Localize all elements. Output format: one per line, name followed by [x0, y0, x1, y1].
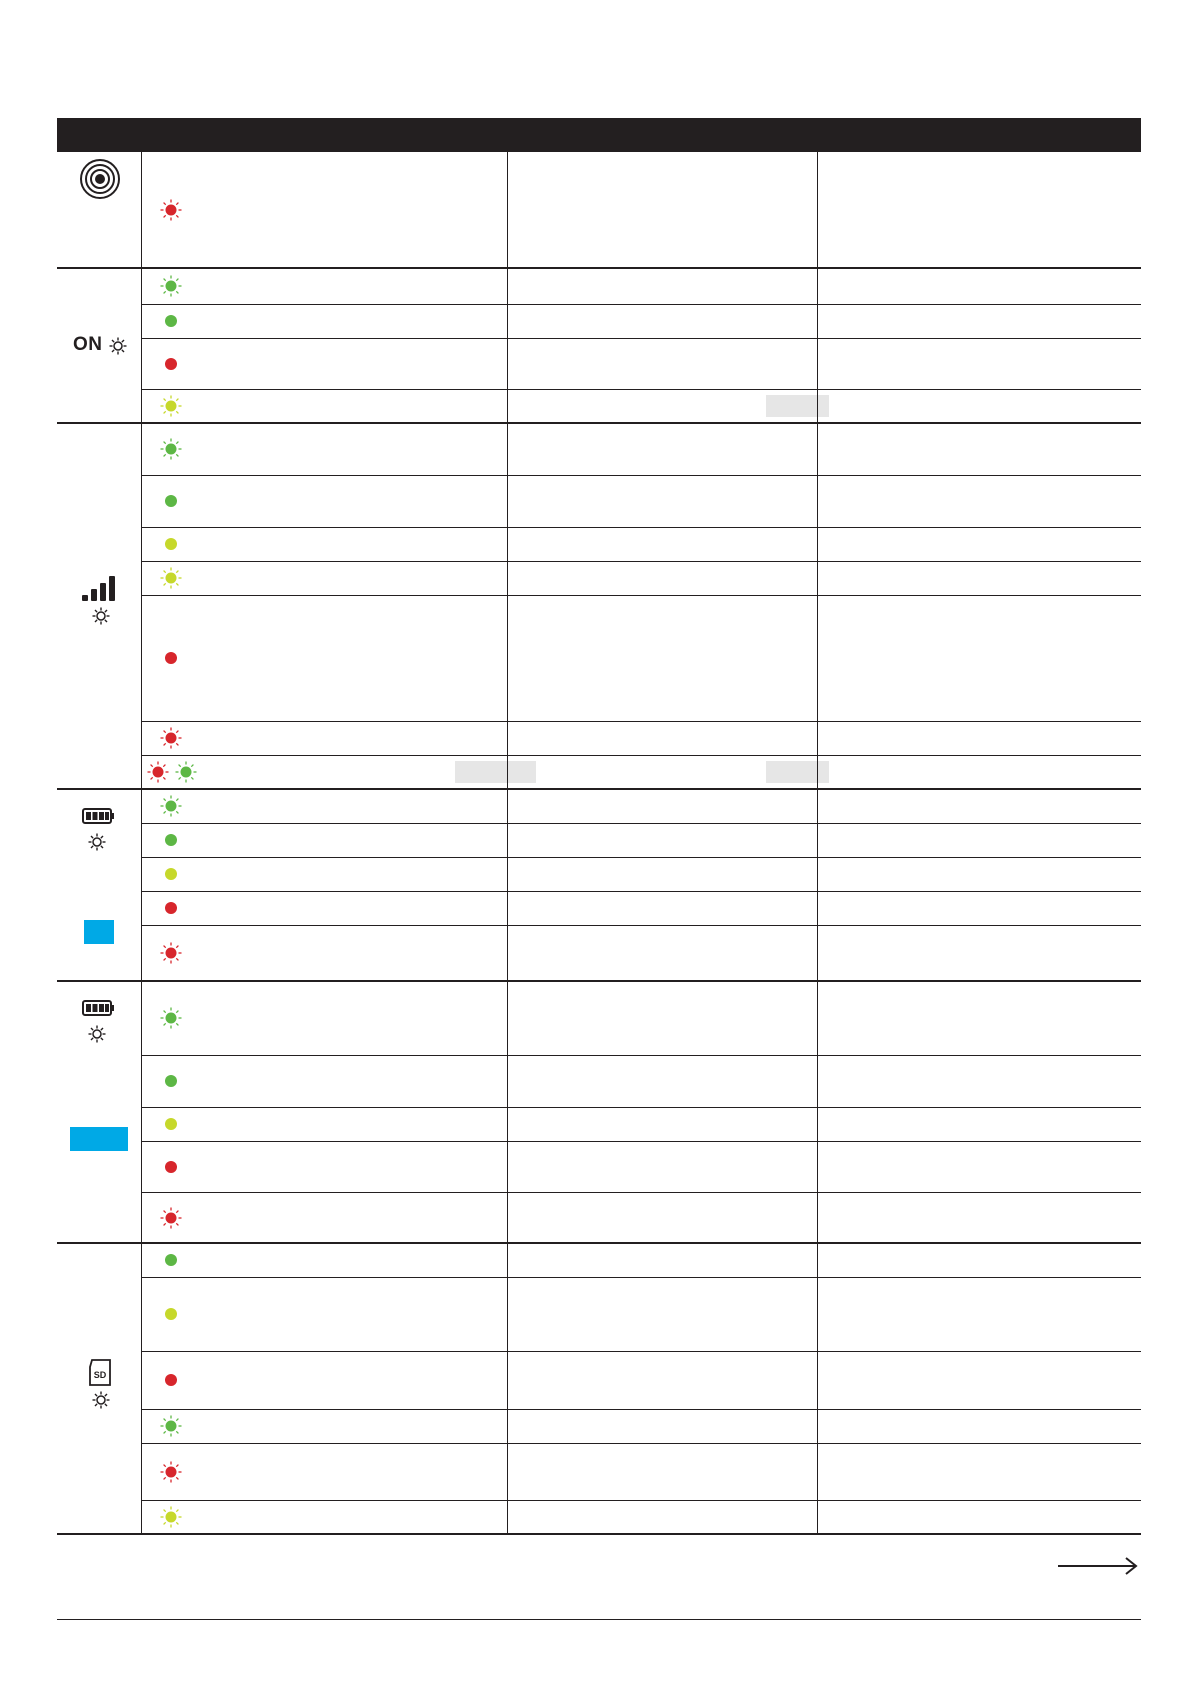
- led-dot: [165, 358, 177, 370]
- row-divider: [141, 1443, 1141, 1444]
- blinking-led-icon: [160, 1506, 182, 1528]
- row-divider: [141, 304, 1141, 305]
- target-icon: [79, 158, 121, 200]
- group-divider: [57, 980, 1141, 982]
- col-divider-3: [817, 152, 818, 1534]
- led-dot: [165, 652, 177, 664]
- blinking-led-icon: [160, 795, 182, 817]
- led-dot: [165, 495, 177, 507]
- group-divider: [57, 788, 1141, 790]
- row-divider: [141, 1192, 1141, 1193]
- row-divider: [141, 1351, 1141, 1352]
- sd-card-icon: [88, 1359, 114, 1387]
- signal-bars-icon: [82, 576, 120, 602]
- blinking-led-icon: [147, 761, 169, 783]
- row-divider: [141, 338, 1141, 339]
- row-divider: [141, 1055, 1141, 1056]
- sun-icon: [109, 337, 127, 355]
- battery-icon: [82, 999, 116, 1017]
- led-dot: [165, 834, 177, 846]
- row-divider: [141, 823, 1141, 824]
- row-divider: [141, 1107, 1141, 1108]
- row-divider: [141, 389, 1141, 390]
- led-status-table: [57, 152, 1141, 1534]
- battery-icon: [82, 807, 116, 825]
- led-dot: [165, 1075, 177, 1087]
- blinking-led-icon: [160, 567, 182, 589]
- row-divider: [141, 721, 1141, 722]
- row-divider: [141, 561, 1141, 562]
- blue-label-box: [84, 920, 114, 944]
- led-dot: [165, 538, 177, 550]
- blinking-led-icon: [160, 1207, 182, 1229]
- sun-icon: [92, 1391, 110, 1409]
- footer-divider: [57, 1619, 1141, 1620]
- svg-text:SD: SD: [93, 1369, 107, 1380]
- on-label: ON: [73, 333, 103, 355]
- group-divider: [57, 267, 1141, 269]
- blinking-led-icon: [160, 275, 182, 297]
- row-divider: [141, 755, 1141, 756]
- row-divider: [141, 527, 1141, 528]
- sun-icon: [88, 833, 106, 851]
- group-divider: [57, 422, 1141, 424]
- row-divider: [141, 475, 1141, 476]
- blinking-led-icon: [160, 199, 182, 221]
- arrow-right-icon: [1058, 1556, 1138, 1576]
- led-dot: [165, 902, 177, 914]
- row-divider: [141, 857, 1141, 858]
- group-divider: [57, 1242, 1141, 1244]
- row-divider: [141, 925, 1141, 926]
- sun-icon: [92, 607, 110, 625]
- blue-label-box: [70, 1127, 128, 1151]
- redacted-text-placeholder: [455, 761, 536, 783]
- redacted-text-placeholder: [766, 395, 829, 417]
- led-dot: [165, 1254, 177, 1266]
- blinking-led-icon: [160, 942, 182, 964]
- row-divider: [141, 595, 1141, 596]
- col-divider-1: [141, 152, 142, 1534]
- row-divider: [141, 891, 1141, 892]
- blinking-led-icon: [160, 1461, 182, 1483]
- led-dot: [165, 1374, 177, 1386]
- row-divider: [141, 1141, 1141, 1142]
- led-dot: [165, 868, 177, 880]
- group-divider: [57, 1533, 1141, 1535]
- led-dot: [165, 1308, 177, 1320]
- blinking-led-icon: [175, 761, 197, 783]
- col-divider-2: [507, 152, 508, 1534]
- led-dot: [165, 1118, 177, 1130]
- redacted-text-placeholder: [766, 761, 829, 783]
- row-divider: [141, 1277, 1141, 1278]
- blinking-led-icon: [160, 1007, 182, 1029]
- row-divider: [141, 1500, 1141, 1501]
- blinking-led-icon: [160, 1415, 182, 1437]
- row-divider: [141, 1409, 1141, 1410]
- blinking-led-icon: [160, 438, 182, 460]
- blinking-led-icon: [160, 727, 182, 749]
- led-dot: [165, 1161, 177, 1173]
- sun-icon: [88, 1025, 106, 1043]
- table-header-bar: [57, 118, 1141, 152]
- blinking-led-icon: [160, 395, 182, 417]
- led-dot: [165, 315, 177, 327]
